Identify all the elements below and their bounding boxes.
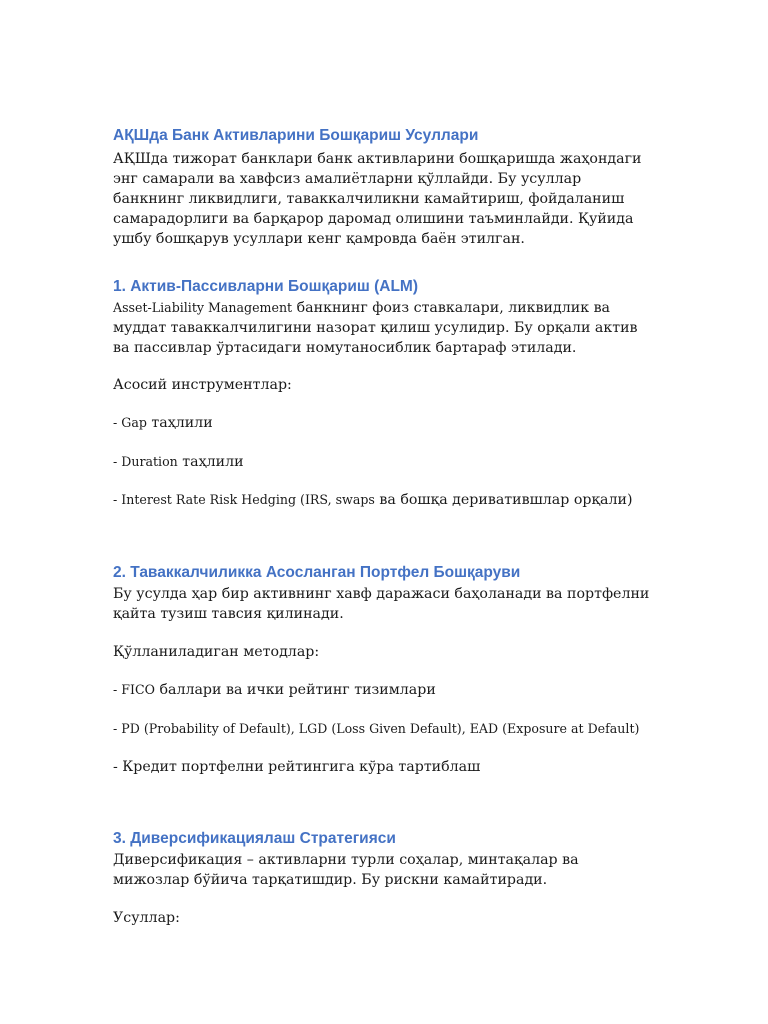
- section-1-list-label: Асосий инструментлар:: [113, 377, 292, 393]
- section-3-body: Диверсификация – активларни турли соҳалар, минтақалар ва мижозлар бўйича тарқатишдир. Бу рискни камайтиради.: [113, 852, 579, 888]
- intro-paragraph: АҚШда тижорат банклари банк активларини бошқаришда жаҳондаги энг самарали ва хавфсиз амалиётларни қўллайди. Бу усуллар банкнинг ликвидлиги, таваккалчиликни камайтириш, фойдаланиш самарадорлиги ва барқарор даромад олишини таъминлайди. Қуйида ушбу бошқарув усуллари кенг қамровда баён этилган.: [113, 151, 642, 247]
- section-1-item-2-cyr: таҳлили: [177, 454, 244, 470]
- section-2-list-label: Қўлланиладиган методлар:: [113, 644, 320, 660]
- section-2-body: Бу усулда ҳар бир активнинг хавф даражаси баҳоланади ва портфелни қайта тузиш тавсия қилинади.: [113, 586, 650, 622]
- section-2-item-3: [113, 757, 480, 777]
- section-1-item-3: [113, 490, 633, 510]
- section-1-item-3-cyr: ва бошқа дериватившлар орқали): [374, 492, 633, 508]
- section-2-item-1: [113, 680, 436, 700]
- section-2-item-2-latin: - PD (Probability of Default), LGD (Loss Given Default), EAD (Exposure at Default): [113, 721, 640, 736]
- section-1-heading: 1. Актив-Пассивларни Бошқариш (ALM): [113, 278, 419, 295]
- section-3-heading: 3. Диверсификациялаш Стратегияси: [113, 830, 396, 847]
- document-title: АҚШда Банк Активларини Бошқариш Усуллари: [113, 127, 479, 144]
- section-1-item-1-cyr: таҳлили: [146, 415, 213, 431]
- section-2-item-1-cyr: баллари ва ички рейтинг тизимлари: [154, 682, 436, 698]
- section-2-heading: 2. Таваккалчиликка Асосланган Портфел Бошқаруви: [113, 564, 521, 581]
- section-1-item-1: [113, 413, 213, 433]
- section-2-item-2: [113, 719, 639, 739]
- section-1-item-3-latin: - Interest Rate Risk Hedging (IRS, swaps: [113, 492, 375, 507]
- section-1-body: [113, 298, 653, 358]
- section-2-item-1-latin: - FICO: [113, 682, 155, 697]
- section-2-item-3-cyr: - Кредит портфелни рейтингига кўра тартиблаш: [113, 759, 481, 775]
- section-1-item-2-latin: - Duration: [113, 454, 178, 469]
- section-1-item-2: [113, 452, 244, 472]
- section-1-body-prefix: Asset-Liability Management: [113, 300, 293, 315]
- section-3-list-label: Усуллар:: [113, 910, 180, 926]
- section-1-item-1-latin: - Gap: [113, 415, 147, 430]
- section-1-body-rest: банкнинг фоиз ставкалари, ликвидлик ва муддат таваккалчилигини назорат қилиш усулидир. Бу орқали актив ва пассивлар ўртасидаги номутаносиблик бартараф этилади.: [113, 300, 638, 356]
